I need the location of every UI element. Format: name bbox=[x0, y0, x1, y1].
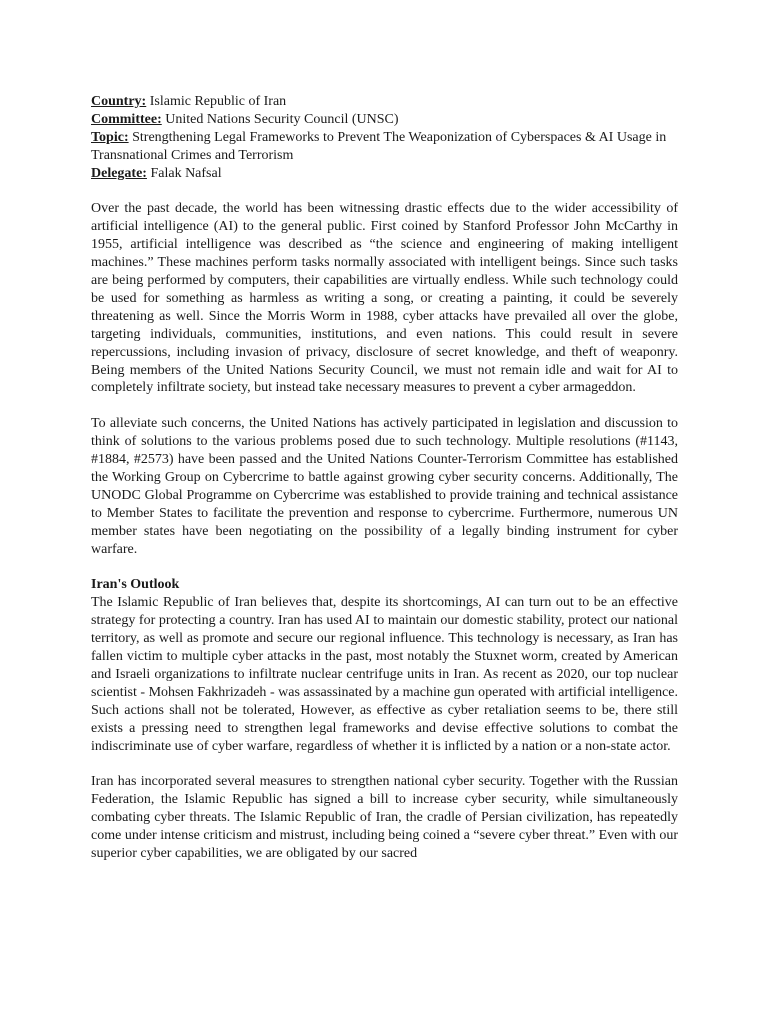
committee-line bbox=[91, 111, 678, 129]
spacer bbox=[91, 397, 678, 415]
country-line bbox=[91, 93, 678, 111]
spacer bbox=[91, 559, 678, 577]
paragraph-iran-outlook: The Islamic Republic of Iran believes that, despite its shortcomings, AI can turn out to be an effective strategy for protecting a country. Iran has used AI to maintain our domestic stability, protect our national territory, as well as promote and secure our regional influence. This technology is necessary, as Iran has fallen victim to multiple cyber attacks in the past, most notably the Stuxnet worm, created by American and Israeli organizations to infiltrate nuclear centrifuge units in Iran. As recent as 2020, our top nuclear scientist - Mohsen Fakhrizadeh - was assassinated by a machine gun operated with artificial intelligence. Such actions shall not be tolerated, However, as effective as cyber retaliation seems to be, there still exists a pressing need to strengthen legal frameworks and devise effective solutions to combat the indiscriminate use of cyber warfare, regardless of whether it is inflicted by a nation or a non-state actor. bbox=[91, 595, 678, 754]
committee-label: Committee: bbox=[91, 111, 162, 127]
delegate-label: Delegate: bbox=[91, 165, 147, 181]
paragraph-iran-measures: Iran has incorporated several measures to strengthen national cyber security. Together with the Russian Federation, the Islamic Republic has signed a bill to increase cyber security, while simultaneously combating cyber threats. The Islamic Republic of Iran, the cradle of Persian civilization, has repeatedly come under intense criticism and mistrust, including being coined a “severe cyber threat.” Even with our superior cyber capabilities, we are obligated by our sacred bbox=[91, 774, 678, 861]
country-value: Islamic Republic of Iran bbox=[146, 94, 287, 109]
paragraph-un-actions: To alleviate such concerns, the United Nations has actively participated in legislation and discussion to think of solutions to the various problems posed due to such technology. Multiple resolutions (#1143, #1884, #2573) have been passed and the United Nations Counter-Terrorism Committee has established the Working Group on Cybercrime to battle against growing cyber security concerns. Additionally, The UNODC Global Programme on Cybercrime was established to provide training and technical assistance to Member States to facilitate the prevention and response to cybercrime. Furthermore, numerous UN member states have been negotiating on the possibility of a legally binding instrument for cyber warfare. bbox=[91, 416, 678, 557]
topic-label: Topic: bbox=[91, 129, 129, 145]
section-heading: Iran's Outlook bbox=[91, 577, 180, 593]
delegate-line bbox=[91, 165, 678, 183]
topic-line bbox=[91, 129, 678, 165]
spacer bbox=[91, 755, 678, 773]
country-label: Country: bbox=[91, 94, 147, 109]
document-page bbox=[91, 93, 678, 863]
spacer bbox=[91, 183, 678, 201]
delegate-value: Falak Nafsal bbox=[146, 165, 222, 181]
paragraph-intro: Over the past decade, the world has been witnessing drastic effects due to the wider accessibility of artificial intelligence (AI) to the general public. First coined by Stanford Professor John McCarthy in 1955, artificial intelligence was described as “the science and engineering of making intelligent machines.” These machines perform tasks normally associated with intelligent beings. Since such tasks are being performed by computers, their capabilities are virtually endless. While such technology could be used for something as harmless as writing a song, or creating a painting, it could be severely threatening as well. Since the Morris Worm in 1988, cyber attacks have prevailed all over the globe, targeting individuals, communities, institutions, and even nations. This could result in severe repercussions, including invasion of privacy, disclosure of secret knowledge, and theft of weaponry. Being members of the United Nations Security Council, we must not remain idle and wait for AI to completely infiltrate society, but instead take necessary measures to prevent a cyber armageddon. bbox=[91, 201, 678, 396]
topic-value: Strengthening Legal Frameworks to Prevent The Weaponization of Cyberspaces & AI Usage in Transnational Crimes and Terrorism bbox=[91, 129, 667, 163]
committee-value: United Nations Security Council (UNSC) bbox=[161, 111, 399, 127]
